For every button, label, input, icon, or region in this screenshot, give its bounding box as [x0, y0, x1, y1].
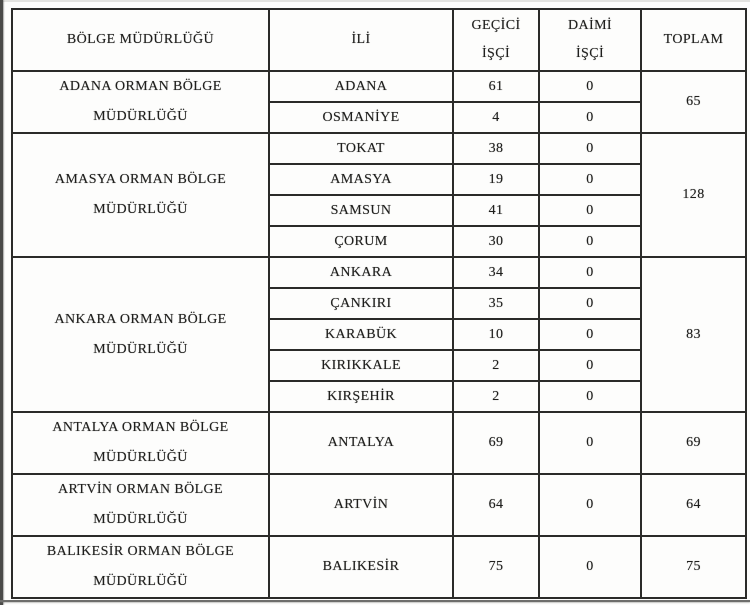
temporary-worker-count-cell: 75: [453, 536, 539, 598]
cell-text-line: DAİMİ: [568, 18, 612, 33]
cell-text-line: MÜDÜRLÜĞÜ: [93, 450, 188, 465]
cell-text-line: ANKARA ORMAN BÖLGE: [54, 311, 227, 327]
temporary-worker-count-cell: 10: [453, 319, 539, 350]
table-header: [12, 9, 746, 71]
permanent-worker-count-cell: 0: [539, 288, 641, 319]
column-header-ili: [269, 9, 453, 71]
scan-edge-bottom: [0, 600, 750, 602]
table-row: [12, 412, 746, 474]
province-cell: OSMANİYE: [269, 102, 453, 133]
temporary-worker-count-cell: 30: [453, 226, 539, 257]
table-row: [12, 536, 746, 598]
temporary-worker-count-cell: 19: [453, 164, 539, 195]
temporary-worker-count-cell: 4: [453, 102, 539, 133]
cell-text-line: ANTALYA ORMAN BÖLGE: [52, 420, 229, 435]
table-row: [12, 257, 746, 288]
table-row: [12, 71, 746, 102]
permanent-worker-count-cell: 0: [539, 474, 641, 536]
temporary-worker-count-cell: 64: [453, 474, 539, 536]
cell-text-line: İLİ: [351, 32, 371, 47]
cell-text-line: ADANA ORMAN BÖLGE: [59, 79, 222, 94]
permanent-worker-count-cell: 0: [539, 350, 641, 381]
column-header-daimi-isci: [539, 9, 641, 71]
permanent-worker-count-cell: 0: [539, 133, 641, 164]
cell-text-line: BÖLGE MÜDÜRLÜĞÜ: [66, 32, 215, 47]
table-row: [12, 133, 746, 164]
province-cell: KIRIKKALE: [269, 350, 453, 381]
temporary-worker-count-cell: 41: [453, 195, 539, 226]
column-header-toplam: [641, 9, 746, 71]
permanent-worker-count-cell: 0: [539, 164, 641, 195]
temporary-worker-count-cell: 35: [453, 288, 539, 319]
temporary-worker-count-cell: 61: [453, 71, 539, 102]
permanent-worker-count-cell: 0: [539, 195, 641, 226]
group-total-cell: 65: [641, 71, 746, 133]
group-total-cell: 128: [641, 133, 746, 257]
temporary-worker-count-cell: 34: [453, 257, 539, 288]
temporary-worker-count-cell: 2: [453, 381, 539, 412]
table-row: [12, 474, 746, 536]
province-cell: KIRŞEHİR: [269, 381, 453, 412]
province-cell: ADANA: [269, 71, 453, 102]
province-cell: BALIKESİR: [269, 536, 453, 598]
header-row: [12, 9, 746, 71]
column-header-bolge-mudurlugu: [12, 9, 269, 71]
province-cell: ARTVİN: [269, 474, 453, 536]
group-name-cell: [12, 133, 269, 257]
group-name-cell: [12, 536, 269, 598]
cell-text-line: BALIKESİR ORMAN BÖLGE: [46, 544, 235, 559]
scan-edge-top: [0, 0, 750, 2]
permanent-worker-count-cell: 0: [539, 412, 641, 474]
permanent-worker-count-cell: 0: [539, 257, 641, 288]
cell-text-line: MÜDÜRLÜĞÜ: [93, 109, 188, 124]
permanent-worker-count-cell: 0: [539, 226, 641, 257]
temporary-worker-count-cell: 38: [453, 133, 539, 164]
cell-text-line: MÜDÜRLÜĞÜ: [93, 202, 188, 217]
group-name-cell: [12, 474, 269, 536]
cell-text-line: MÜDÜRLÜĞÜ: [93, 574, 188, 589]
group-total-cell: 83: [641, 257, 746, 412]
permanent-worker-count-cell: 0: [539, 102, 641, 133]
province-cell: ANTALYA: [269, 412, 453, 474]
group-total-cell: 75: [641, 536, 746, 598]
province-cell: AMASYA: [269, 164, 453, 195]
permanent-worker-count-cell: 0: [539, 536, 641, 598]
scan-edge-left: [0, 0, 3, 605]
cell-text-line: GEÇİCİ: [471, 18, 521, 33]
cell-text-line: İŞÇİ: [481, 46, 511, 61]
province-cell: KARABÜK: [269, 319, 453, 350]
province-cell: ANKARA: [269, 257, 453, 288]
group-total-cell: 64: [641, 474, 746, 536]
cell-text-line: MÜDÜRLÜĞÜ: [93, 512, 188, 527]
table-body: [12, 71, 746, 598]
group-name-cell: [12, 71, 269, 133]
permanent-worker-count-cell: 0: [539, 71, 641, 102]
temporary-worker-count-cell: 69: [453, 412, 539, 474]
province-cell: TOKAT: [269, 133, 453, 164]
cell-text-line: AMASYA ORMAN BÖLGE: [54, 172, 227, 187]
province-cell: ÇANKIRI: [269, 288, 453, 319]
group-name-cell: [12, 412, 269, 474]
temporary-worker-count-cell: 2: [453, 350, 539, 381]
permanent-worker-count-cell: 0: [539, 381, 641, 412]
province-cell: SAMSUN: [269, 195, 453, 226]
group-total-cell: 69: [641, 412, 746, 474]
province-cell: ÇORUM: [269, 226, 453, 257]
permanent-worker-count-cell: 0: [539, 319, 641, 350]
cell-text-line: İŞÇİ: [575, 46, 605, 61]
group-name-cell: [12, 257, 269, 412]
cell-text-line: MÜDÜRLÜĞÜ: [93, 341, 188, 357]
cell-text-line: ARTVİN ORMAN BÖLGE: [57, 482, 224, 497]
column-header-gecici-isci: [453, 9, 539, 71]
cell-text-line: TOPLAM: [663, 32, 724, 47]
workers-table: [11, 8, 747, 599]
